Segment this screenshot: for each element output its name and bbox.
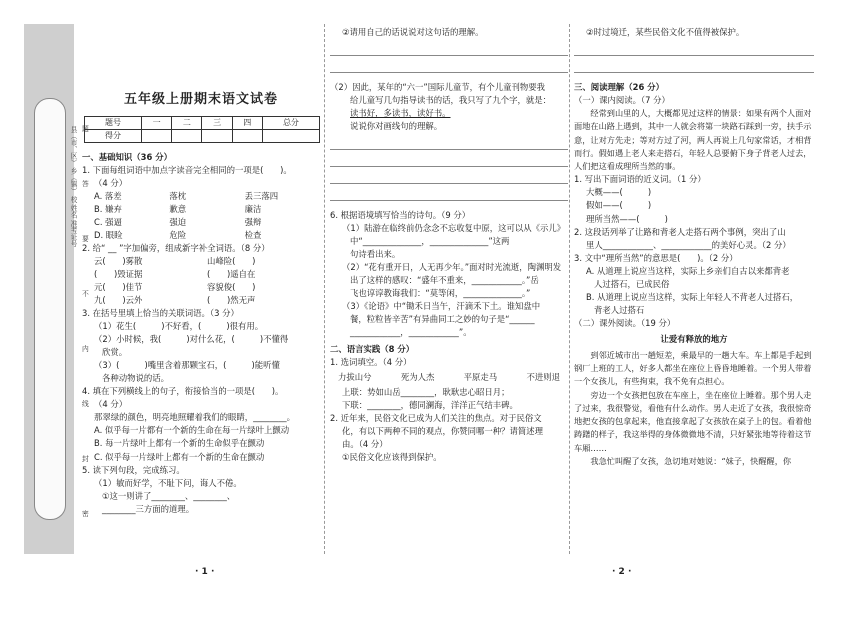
subsection-heading: （二）课外阅读。（19 分） xyxy=(574,317,676,328)
word-option[interactable]: 平原走马 xyxy=(463,372,498,383)
q5-passage: （2）因此，某年的“六一”国际儿童节，有个儿童刊物要我 xyxy=(330,82,546,93)
q5-blank[interactable]: ①这一则讲了________、________、 xyxy=(102,490,236,501)
q3-line: 各种动物说的话。 xyxy=(102,373,169,384)
tick: 要 xyxy=(82,235,89,243)
score-header-cell: 一 xyxy=(142,117,172,130)
q5-passage: 给儿童写几句指导读书的话，我只写了九个字，就是： xyxy=(350,95,551,106)
synonym-blank[interactable]: 大概——( ) xyxy=(586,187,652,198)
score-header-cell: 总分 xyxy=(262,117,319,130)
answer-line[interactable] xyxy=(574,60,814,73)
option-row xyxy=(82,229,320,242)
option-cont: 人过搭石，已成民俗 xyxy=(594,278,670,289)
score-row-label: 得分 xyxy=(85,130,142,143)
question-2: 化，有以下两种不同的观点，你赞同哪一种？请简述理 xyxy=(342,426,543,437)
word-option[interactable]: 力拔山兮 xyxy=(338,372,372,383)
column-right xyxy=(574,26,814,468)
q6-blank[interactable]: ____________，____________”。 xyxy=(350,327,472,338)
q6-blank[interactable]: 出了这样的感叹：“盛年不重来，____________。”岳 xyxy=(350,275,539,286)
score-cell[interactable] xyxy=(142,130,172,143)
score-header-cell: 四 xyxy=(232,117,262,130)
option-word: 强迫 xyxy=(169,217,187,228)
section-heading: 三、阅读理解（26 分） xyxy=(574,82,664,93)
question-1: 1. 写出下面词语的近义词。（1 分） xyxy=(574,174,706,185)
q6-blank[interactable]: 飞也谆谆教诲我们：“莫等闲，______________。” xyxy=(350,288,531,299)
blank-row xyxy=(82,268,320,281)
option[interactable]: D. 眼睑 xyxy=(94,230,123,241)
option-word: 强辩 xyxy=(244,217,262,228)
answer-line[interactable] xyxy=(330,43,568,56)
blank-row xyxy=(82,255,320,268)
couplet-line[interactable]: 上联：势如山岳________，耿耿忠心昭日月； xyxy=(342,387,510,398)
option[interactable]: C. 强逼 xyxy=(94,217,122,228)
option-cont: 背老人过搭石 xyxy=(594,304,645,315)
blank-item[interactable]: 云( )雾散 xyxy=(94,256,143,267)
article-paragraph: 旁边一个女孩把包放在车座上，坐在座位上睡着。那个男人走了过来，我很警觉，看他有什么动作。男人走近了女孩，我很惊奇地把女孩的包拿起来，他直接拿起了女孩放在桌子上的包。看着他踌躇的样子，我这举得的身体微微地不清，只好紧张地等待着这节车厢…… xyxy=(574,389,812,453)
option[interactable]: B. 每一片绿叶上都有一个新的生命似乎在颤动 xyxy=(94,438,265,449)
column-divider xyxy=(569,24,570,554)
word-option[interactable]: 死为人杰 xyxy=(400,372,435,383)
answer-line[interactable] xyxy=(574,43,814,56)
blank-item[interactable]: ( )然无声 xyxy=(207,295,256,306)
page-number: · 1 · xyxy=(195,567,215,577)
score-table xyxy=(84,116,320,143)
word-option[interactable]: 不进则退 xyxy=(526,372,560,383)
question-2: 2. 近年来，民俗文化已成为人们关注的焦点。对于民俗文 xyxy=(330,413,542,424)
question-1: 1. 选词填空。（4 分） xyxy=(330,357,412,368)
couplet-line[interactable]: 下联：________，德同澜海，洋洋正气结丰碑。 xyxy=(342,400,518,411)
answer-line[interactable] xyxy=(330,60,568,73)
binding-oval xyxy=(34,98,66,520)
option-word: 丢三落四 xyxy=(244,191,279,202)
question-4: 4. 填在下列横线上的句子，衔接恰当的一项是( )。 xyxy=(82,386,284,397)
tick: 不 xyxy=(82,290,89,298)
column-left xyxy=(82,26,320,516)
question-1: 1. 下面每组词语中加点字读音完全相同的一项是( )。 xyxy=(82,165,292,176)
score-header-cell: 三 xyxy=(202,117,232,130)
blank-item[interactable]: ( )遥自在 xyxy=(207,269,256,280)
option-row xyxy=(82,203,320,216)
blank-row xyxy=(82,294,320,307)
tick: 答 xyxy=(82,180,89,188)
q3-line[interactable]: （3）( )嘴里含着那颗宝石，( )能听懂 xyxy=(94,360,280,371)
option-row xyxy=(82,216,320,229)
blank-item[interactable]: ( )毁证据 xyxy=(94,269,143,280)
tick: 密 xyxy=(82,510,89,518)
q6-line: 句诗看出来。 xyxy=(350,249,401,260)
q2-blank[interactable]: 里人____________、____________的美好心灵。（2 分） xyxy=(586,239,791,250)
viewpoint[interactable]: ①民俗文化应该得到保护。 xyxy=(342,452,442,463)
option-word: 危险 xyxy=(169,230,187,241)
option[interactable]: B. 嫌弃 xyxy=(94,204,122,215)
score-cell[interactable] xyxy=(262,130,319,143)
subsection-heading: （一）课内阅读。（7 分） xyxy=(574,95,670,106)
article-paragraph: 到邻近城市出一趟短差，乘最早的一趟大车。车上都是手起到钢厂上班的工人，好多人都坐在座位上昏昏地睡着。一个男人带着一个女孩儿，有些拘束，我不免有点担心。 xyxy=(574,349,812,387)
question-2: 2. 这段话列举了让路和背老人走搭石两个事例，突出了山 xyxy=(574,226,786,237)
q5-blank[interactable]: ________三方面的道理。 xyxy=(102,503,195,514)
column-divider xyxy=(324,24,325,554)
question-score: （4 分） xyxy=(94,399,128,410)
q4-stem: 那翠绿的颜色，明亮地照耀着我们的眼睛，________。 xyxy=(94,412,295,423)
answer-line[interactable] xyxy=(330,137,568,150)
word-bank xyxy=(330,369,568,386)
q3-line[interactable]: （2）小时候，我( )对什么花，( )不懂得 xyxy=(94,334,289,345)
option[interactable]: A. 落差 xyxy=(94,191,122,202)
q6-line: （3）《论语》中“锄禾日当午，汗滴禾下土。谁知盘中 xyxy=(342,301,541,312)
blank-row xyxy=(82,281,320,294)
q5-sub: 说说你对画线句的理解。 xyxy=(350,121,443,132)
score-cell[interactable] xyxy=(232,130,262,143)
blank-item[interactable]: 元( )佳节 xyxy=(94,282,143,293)
question-2: 由。（4 分） xyxy=(342,439,388,450)
q6-line: （1）陆游在临终前仍念念不忘收复中原，这可以从《示儿》 xyxy=(342,223,566,234)
question-score: （4 分） xyxy=(94,178,128,189)
q3-line: 欣赏。 xyxy=(102,347,128,358)
underlined-sentence: 读书好，多读书，读好书。 xyxy=(350,108,451,119)
section-heading: 二、语言实践（8 分） xyxy=(330,344,415,355)
answer-line[interactable] xyxy=(330,171,568,184)
article-paragraph: 我急忙叫醒了女孩，急切地对她说：“妹子，快醒醒，你 xyxy=(590,455,792,466)
score-cell[interactable] xyxy=(202,130,232,143)
q5-sub: ②请用自己的话说说对这句话的理解。 xyxy=(342,27,484,37)
option[interactable]: C. 似乎每一片绿叶上都有一个新的生命在颤动 xyxy=(94,451,265,462)
q5-passage: （1）敏而好学，不耻下问，诲人不倦。 xyxy=(94,477,242,488)
question-3: 3. 文中“理所当然”的意思是( )。（2 分） xyxy=(574,252,738,263)
q6-line: （2）“花有重开日，人无再少年。”面对时光流逝，陶渊明发 xyxy=(342,262,562,273)
score-cell[interactable] xyxy=(172,130,202,143)
blank-item[interactable]: 九( )云外 xyxy=(94,295,143,306)
article-title: 让爱有释放的地方 xyxy=(660,333,728,344)
option-word: 歉意 xyxy=(169,204,187,215)
score-header-cell: 二 xyxy=(172,117,202,130)
blank-item[interactable]: 容貌俊( ) xyxy=(207,282,256,293)
binding-strip xyxy=(24,24,89,554)
option-row xyxy=(82,190,320,203)
option[interactable]: A. 从道理上说应当这样，实际上乡亲们自古以来都背老 xyxy=(586,265,790,276)
q6-blank[interactable]: 餐，粒粒皆辛苦”有异曲同工之妙的句子是“______ xyxy=(350,314,535,325)
viewpoint[interactable]: ②时过境迁，某些民俗文化不值得被保护。 xyxy=(586,27,745,37)
tick: 内 xyxy=(82,345,89,353)
answer-line[interactable] xyxy=(330,154,568,167)
synonym-blank[interactable]: 理所当然——( ) xyxy=(586,213,668,224)
tick: 线 xyxy=(82,400,89,408)
score-header-cell: 题号 xyxy=(85,117,142,130)
page-number: · 2 · xyxy=(612,567,632,577)
column-middle xyxy=(330,26,568,464)
tick: 题 xyxy=(82,125,89,133)
option-word: 廉洁 xyxy=(244,204,262,215)
synonym-blank[interactable]: 假如——( ) xyxy=(586,200,652,211)
tick: 封 xyxy=(82,455,89,463)
question-6: 6. 根据语境填写恰当的诗句。（9 分） xyxy=(330,210,471,221)
q3-line[interactable]: （1）花生( )不好看，( )很有用。 xyxy=(94,321,264,332)
option[interactable]: A. 似乎每一片都有一个新的生命在每一片绿叶上颤动 xyxy=(94,425,290,436)
question-5: 5. 读下列句段，完成练习。 xyxy=(82,464,185,475)
section-heading: 一、基础知识（36 分） xyxy=(82,152,172,163)
option-word: 检查 xyxy=(244,230,262,241)
q6-blank[interactable]: 中“______________，______________”这两 xyxy=(350,236,510,247)
exam-title: 五年级上册期末语文试卷 xyxy=(123,92,278,107)
binding-info: 县（市、区） 乡（镇） 校 姓名 准考证号 xyxy=(69,126,77,247)
option[interactable]: B. 从道理上说应当这样，实际上年轻人不背老人过搭石， xyxy=(586,291,799,302)
blank-item[interactable]: 山峰险( ) xyxy=(207,256,256,267)
question-3: 3. 在括号里填上恰当的关联词语。（3 分） xyxy=(82,308,239,319)
answer-line[interactable] xyxy=(330,188,568,201)
reading-passage: 经常到山里的人，大概都见过这样的情景：如果有两个人面对面地在山路上遇到，其中一人就会将第一块路石踩到一旁，扶手示意，让对方先走；等对方过了河，两人再说上几句家常话，才相背而行。假如遇上老人来走搭石，年轻人总要俯下身子背老人过去，人们把这看成理所当然的事。 xyxy=(574,108,812,172)
question-2: 2. 给“ __ ”字加偏旁，组成新字补全词语。（8 分） xyxy=(82,243,270,254)
option-word: 落枕 xyxy=(169,191,187,202)
